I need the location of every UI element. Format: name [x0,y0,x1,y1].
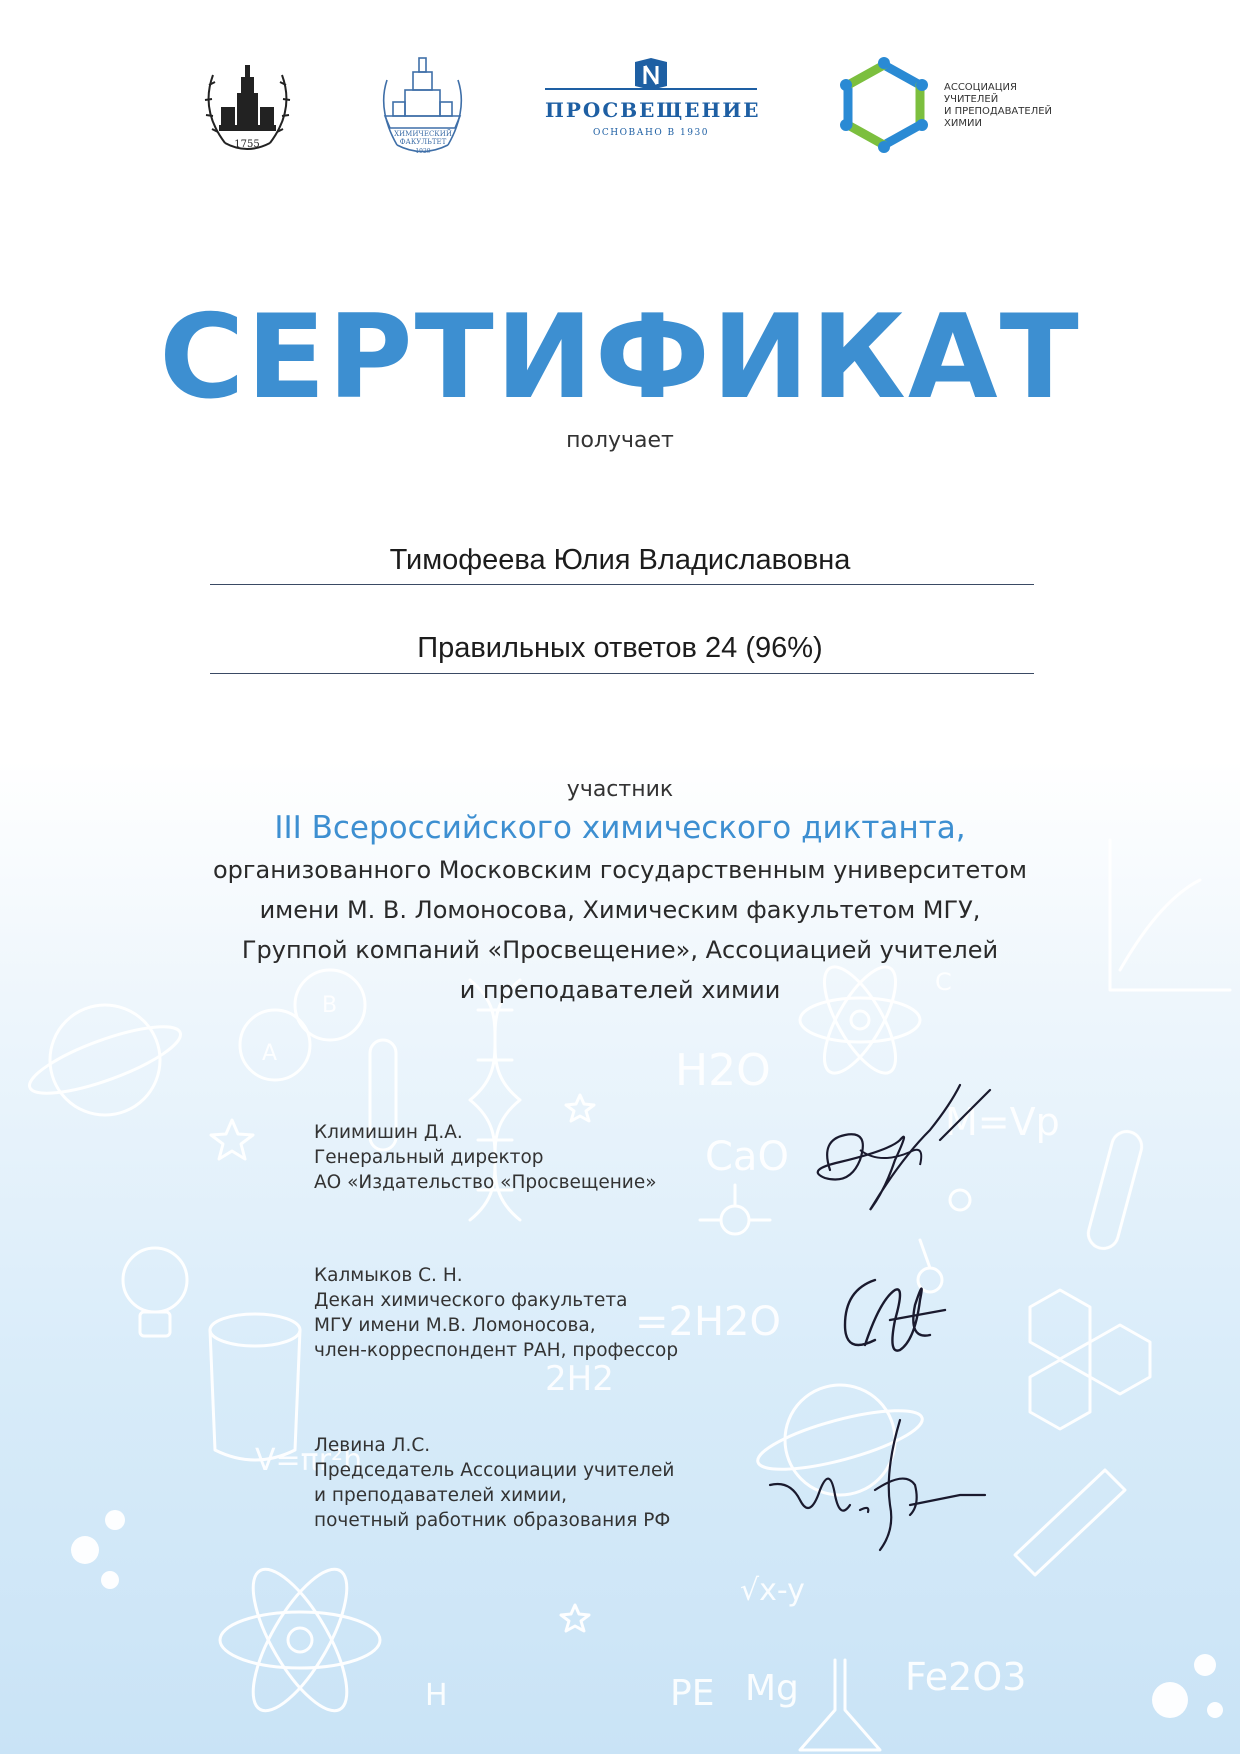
svg-text:1929: 1929 [415,148,431,155]
prosveshchenie-book-icon [633,58,669,90]
organizers-line-2: имени М. В. Ломоносова, Химическим факультетом МГУ, [259,896,981,924]
msu-emblem-icon [195,55,300,160]
prosveshchenie-logo [545,58,761,144]
organizers-line-1: организованного Московским государственным университетом [212,856,1028,884]
name-underline [210,584,1034,585]
chem-faculty-emblem-icon [375,50,470,160]
doodle-pe: PE [670,1673,715,1714]
signature-klimishin-icon [800,1080,1000,1220]
atom-left-icon [220,1557,380,1724]
benzene-rings-icon [1030,1290,1150,1429]
flask-icon [800,1660,880,1750]
pencil-icon [1015,1470,1125,1575]
doodle-a: A [262,1041,278,1066]
result-underline [210,673,1034,674]
doodle-mvp: M=Vp [945,1100,1060,1144]
certificate-title: СЕРТИФИКАТ [159,290,1081,425]
result-text: Правильных ответов 24 (96%) [417,632,823,664]
association-name: АССОЦИАЦИЯ УЧИТЕЛЕЙ И ПРЕПОДАВАТЕЛЕЙ ХИМИИ [944,82,1053,129]
recipient-name: Тимофеева Юлия Владиславовна [389,544,851,576]
svg-text:ХИМИЧЕСКИЙ: ХИМИЧЕСКИЙ [394,130,452,138]
doodle-fe2o3: Fe2O3 [905,1655,1027,1699]
event-title: III Всероссийского химического диктанта, [274,810,966,846]
doodle-h2o: H2O [675,1045,771,1096]
signatory-kalmykov: Калмыков С. Н. Декан химического факультета МГУ имени М.В. Ломоносова, член-корреспондент РАН, профессор [314,1265,679,1361]
doodle-sqrt: √x-y [740,1573,805,1608]
signature-levina-icon [760,1410,990,1560]
prosveshchenie-subtitle: ОСНОВАНО В 1930 [593,128,709,138]
doodle-vpi: V=πr²h [255,1443,363,1478]
doodle-b: B [322,993,338,1018]
light-bulb-icon [123,1248,187,1336]
doodle-h: H [425,1678,448,1713]
prosveshchenie-name: ПРОСВЕЩЕНИЕ [545,98,761,122]
doodle-mg: Mg [745,1668,799,1709]
test-tube-right-icon [1085,1128,1145,1252]
doodle-2h2o: =2H2O [635,1299,781,1345]
doodle-cao: CaO [705,1134,789,1180]
organizers-line-4: и преподавателей химии [459,976,781,1004]
receives-label: получает [566,428,674,453]
atom-right-icon [800,957,920,1083]
association-logo-icon [838,55,930,155]
svg-text:ФАКУЛЬТЕТ: ФАКУЛЬТЕТ [399,138,447,146]
participant-label: участник [566,777,674,802]
svg-text:1755: 1755 [234,139,260,150]
doodle-2h2: 2H2 [545,1359,614,1399]
doodle-c: C [935,968,952,996]
planet-doodle-icon [23,1005,187,1115]
signatory-klimishin: Климишин Д.А. Генеральный директор АО «Издательство «Просвещение» [314,1122,657,1193]
beaker-icon [210,1314,300,1460]
signatory-levina: Левина Л.С. Председатель Ассоциации учителей и преподавателей химии, почетный работник образования РФ [314,1435,675,1531]
signature-kalmykov-icon [820,1260,960,1380]
organizers-line-3: Группой компаний «Просвещение», Ассоциацией учителей [241,936,999,964]
dots-doodle-icon [71,1510,1223,1718]
